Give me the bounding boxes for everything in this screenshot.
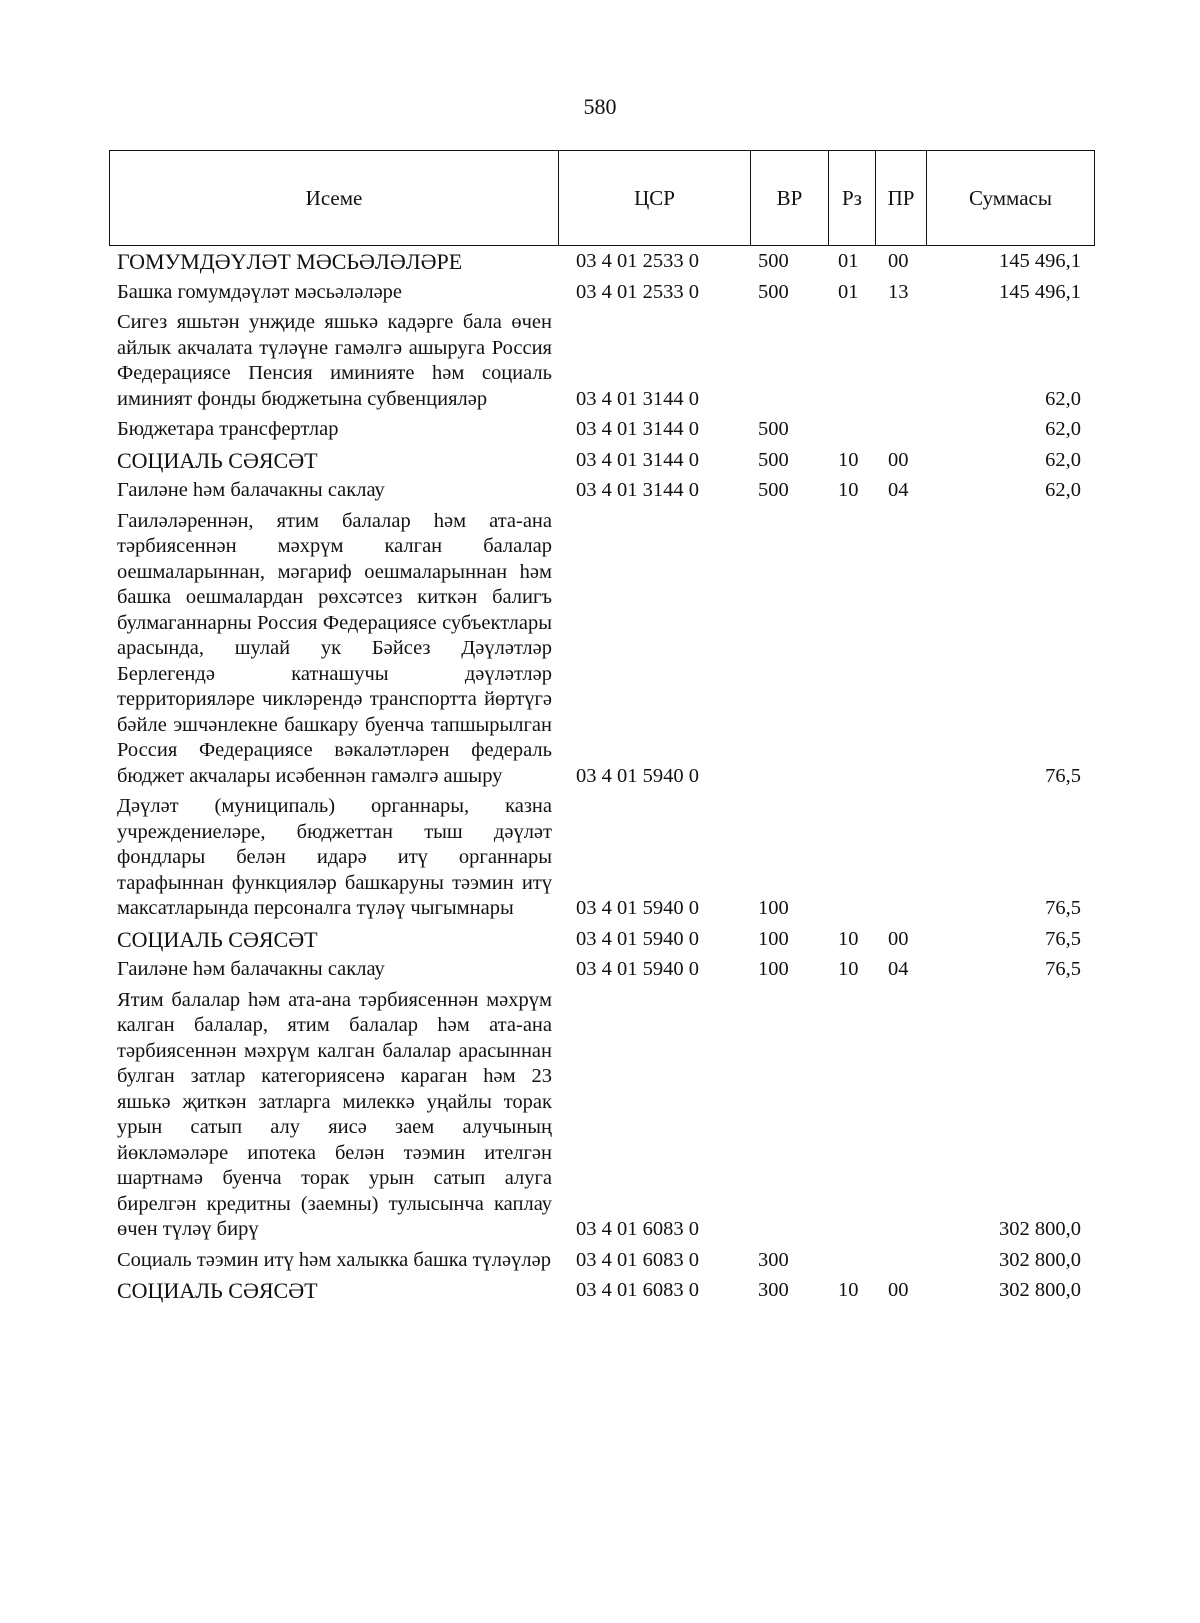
page-number: 580 bbox=[583, 94, 617, 119]
row-name: СОЦИАЛЬ СӘЯСӘТ bbox=[117, 447, 318, 473]
table-body bbox=[109, 247, 1095, 1307]
row-sum: 62,0 bbox=[1045, 448, 1081, 471]
table-row bbox=[109, 986, 1095, 1246]
row-vr: 300 bbox=[758, 1248, 789, 1271]
table-row bbox=[109, 1276, 1095, 1307]
row-csr: 03 4 01 5940 0 bbox=[576, 764, 699, 787]
row-csr: 03 4 01 3144 0 bbox=[576, 387, 699, 410]
row-sum: 62,0 bbox=[1045, 479, 1081, 501]
row-csr: 03 4 01 2533 0 bbox=[576, 250, 699, 272]
row-rz: 10 bbox=[838, 479, 859, 501]
table-row bbox=[109, 507, 1095, 793]
header-rz: Рз bbox=[829, 151, 876, 245]
header-pr: ПР bbox=[876, 151, 927, 245]
row-pr: 13 bbox=[888, 280, 909, 303]
row-pr: 00 bbox=[888, 927, 909, 950]
row-csr: 03 4 01 3144 0 bbox=[576, 479, 699, 501]
row-vr: 300 bbox=[758, 1279, 789, 1301]
row-csr: 03 4 01 5940 0 bbox=[576, 897, 699, 919]
row-vr: 500 bbox=[758, 448, 789, 471]
table-row bbox=[109, 308, 1095, 415]
row-rz: 10 bbox=[838, 1279, 859, 1301]
row-pr: 00 bbox=[888, 250, 909, 272]
row-sum: 302 800,0 bbox=[999, 1279, 1081, 1301]
row-sum: 302 800,0 bbox=[999, 1248, 1081, 1271]
table-row bbox=[109, 415, 1095, 446]
row-csr: 03 4 01 6083 0 bbox=[576, 1218, 699, 1240]
row-name: Сигез яшьтән унҗиде яшькә кадәрге бала өчен айлык акчалата түләүне гамәлгә ашыруга Россия Федерациясе Пенсия иминияте һәм социаль иминият фонды бюджетына субвенцияләр bbox=[117, 311, 552, 410]
row-vr: 500 bbox=[758, 280, 789, 303]
row-sum: 145 496,1 bbox=[999, 280, 1081, 303]
row-sum: 62,0 bbox=[1045, 418, 1081, 440]
row-vr: 500 bbox=[758, 250, 789, 272]
row-csr: 03 4 01 6083 0 bbox=[576, 1279, 699, 1301]
row-vr: 100 bbox=[758, 897, 789, 919]
row-pr: 00 bbox=[888, 448, 909, 471]
row-name: Гаиләләреннән, ятим балалар һәм ата-ана тәрбиясеннән мәхрүм калган балалар оешмаларыннан, мәгариф оешмаларыннан һәм башка оешмалардан рөхсәтсез киткән балигъ булмаганнарны Россия Федерациясе субъектлары арасында, шулай ук Бәйсез Дәүләтләр Берлегендә катнашучы дәүләтләр территорияләре чикләрендә транспортта йөртүгә бәйле эшчәнлекне башкару буенча тапшырылган Россия Федерациясе вәкаләтләрен федераль бюджет акчалары исәбеннән гамәлгә ашыру bbox=[117, 509, 552, 787]
table-row bbox=[109, 1246, 1095, 1277]
row-sum: 76,5 bbox=[1045, 927, 1081, 950]
row-name: ГОМУМДӘҮЛӘТ МӘСЬӘЛӘЛӘРЕ bbox=[117, 249, 463, 274]
row-csr: 03 4 01 6083 0 bbox=[576, 1248, 699, 1271]
row-rz: 10 bbox=[838, 927, 859, 950]
row-name: Гаиләне һәм балачакны саклау bbox=[117, 479, 385, 501]
row-sum: 302 800,0 bbox=[999, 1218, 1081, 1240]
row-name: Башка гомумдәүләт мәсьәләләре bbox=[117, 280, 403, 303]
row-sum: 62,0 bbox=[1045, 387, 1081, 410]
row-pr: 04 bbox=[888, 958, 909, 980]
row-vr: 500 bbox=[758, 418, 789, 440]
row-csr: 03 4 01 3144 0 bbox=[576, 418, 699, 440]
row-name: Гаиләне һәм балачакны саклау bbox=[117, 958, 385, 980]
row-csr: 03 4 01 3144 0 bbox=[576, 448, 699, 471]
table-header bbox=[109, 150, 1095, 246]
row-vr: 100 bbox=[758, 958, 789, 980]
table-row bbox=[109, 476, 1095, 507]
row-rz: 01 bbox=[838, 280, 859, 303]
row-rz: 10 bbox=[838, 448, 859, 471]
row-vr: 100 bbox=[758, 927, 789, 950]
header-csr: ЦСР bbox=[559, 151, 751, 245]
row-sum: 76,5 bbox=[1045, 958, 1081, 980]
row-csr: 03 4 01 5940 0 bbox=[576, 927, 699, 950]
row-csr: 03 4 01 2533 0 bbox=[576, 280, 699, 303]
header-vr: ВР bbox=[751, 151, 829, 245]
row-rz: 01 bbox=[838, 250, 859, 272]
row-vr: 500 bbox=[758, 479, 789, 501]
header-sum: Суммасы bbox=[969, 185, 1052, 210]
row-csr: 03 4 01 5940 0 bbox=[576, 958, 699, 980]
table-row bbox=[109, 955, 1095, 986]
table-row bbox=[109, 925, 1095, 956]
row-name: Бюджетара трансфертлар bbox=[117, 418, 339, 440]
row-pr: 04 bbox=[888, 479, 909, 501]
row-rz: 10 bbox=[838, 958, 859, 980]
table-row bbox=[109, 446, 1095, 477]
row-sum: 145 496,1 bbox=[999, 250, 1081, 272]
header-name: Исеме bbox=[110, 151, 559, 245]
row-sum: 76,5 bbox=[1045, 897, 1081, 919]
table-row bbox=[109, 792, 1095, 925]
row-name: Социаль тәэмин итү һәм халыкка башка түләүләр bbox=[117, 1248, 551, 1271]
row-name: СОЦИАЛЬ СӘЯСӘТ bbox=[117, 1278, 318, 1303]
row-name: Ятим балалар һәм ата-ана тәрбиясеннән мәхрүм калган балалар, ятим балалар һәм ата-ана тәрбиясеннән мәхрүм калган балалар арасыннан булган затлар категориясенә караган һәм 23 яшькә җиткән затларга милеккә уңайлы торак урын сатып алу яисә заем алучының йөкләмәләре ипотека белән тәэмин ителгән шартнамә буенча торак урын сатып алуга бирелгән кредитны (заемны) тулысынча каплау өчен түләү бирү bbox=[117, 988, 552, 1240]
row-name: Дәүләт (муниципаль) органнары, казна учреждениеләре, бюджеттан тыш дәүләт фондлары белән идарә итү органнары тарафыннан функцияләр башкаруны тәэмин итү максатларында персоналга түләү чыгымнары bbox=[117, 795, 552, 919]
table-row bbox=[109, 278, 1095, 309]
row-name: СОЦИАЛЬ СӘЯСӘТ bbox=[117, 926, 318, 952]
table-row bbox=[109, 247, 1095, 278]
row-pr: 00 bbox=[888, 1279, 909, 1301]
row-sum: 76,5 bbox=[1045, 764, 1081, 787]
